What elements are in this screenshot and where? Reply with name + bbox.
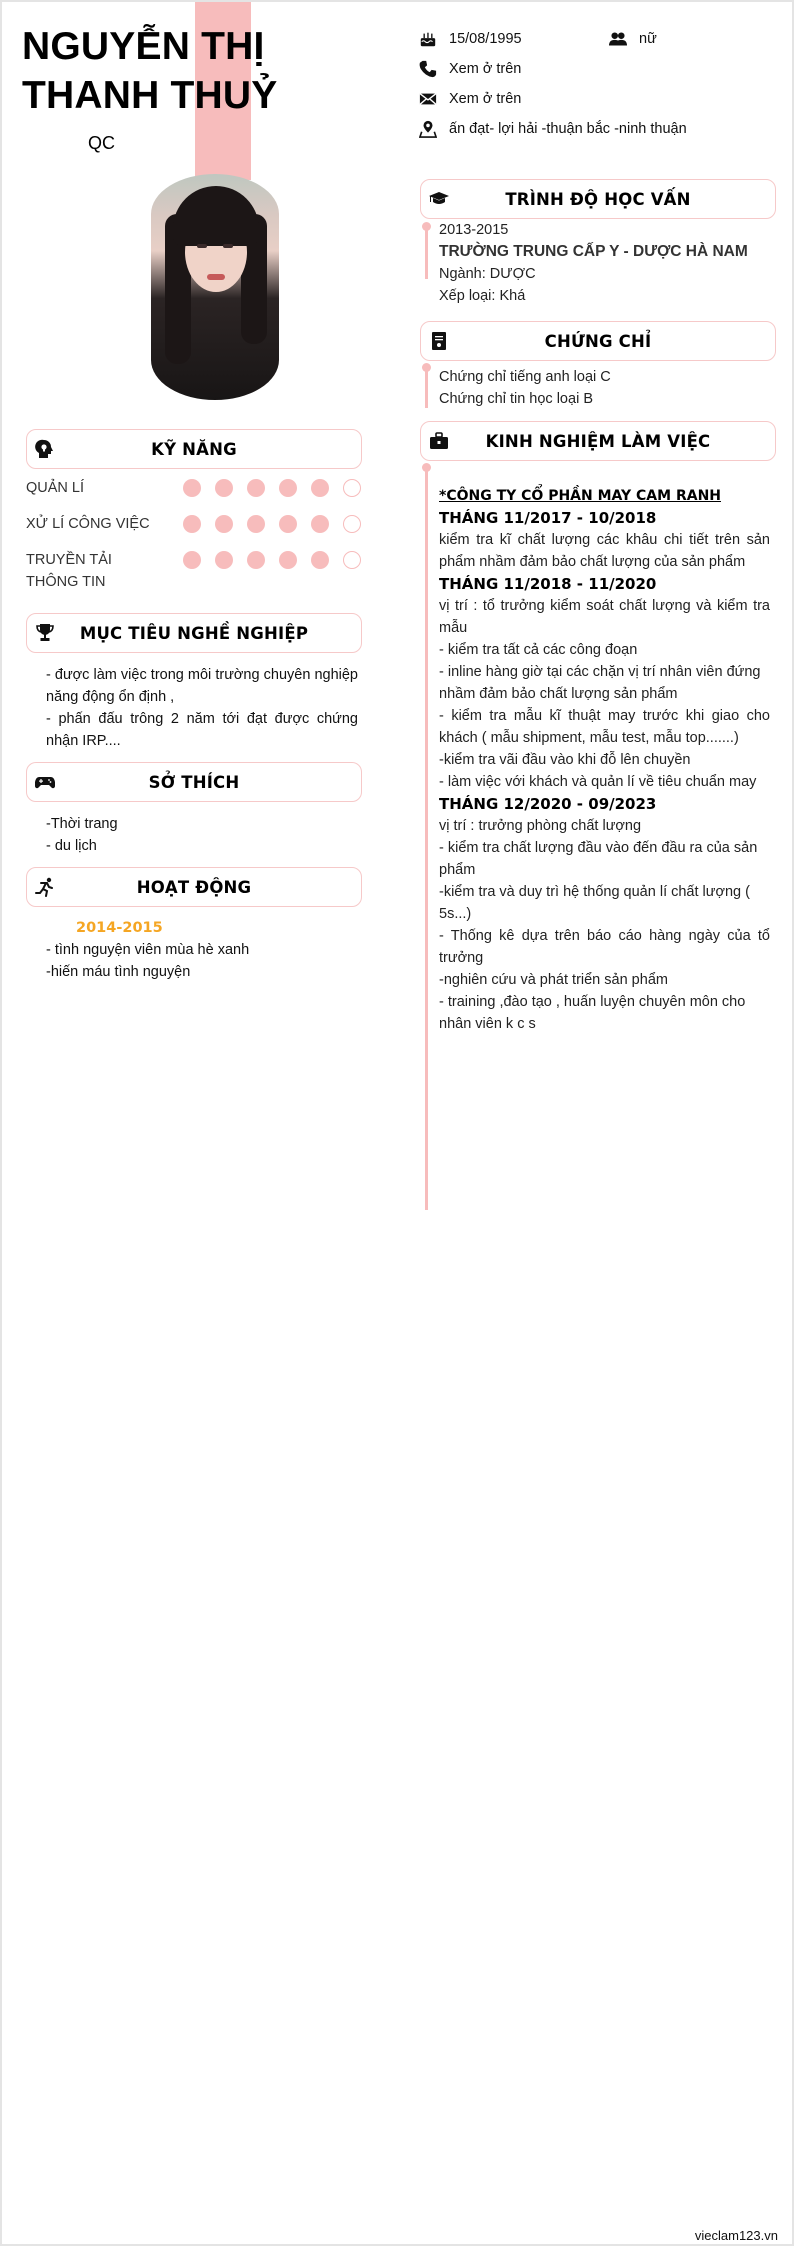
section-header-activities bbox=[26, 867, 362, 907]
phone-row bbox=[417, 58, 521, 80]
section-header-education bbox=[420, 179, 776, 219]
section-header-hobbies bbox=[26, 762, 362, 802]
certificates-list bbox=[439, 366, 770, 410]
experience-entries bbox=[439, 485, 770, 1035]
section-title: MỤC TIÊU NGHỀ NGHIỆP bbox=[79, 623, 309, 643]
education-period: 2013-2015 bbox=[439, 222, 509, 238]
candidate-name bbox=[22, 22, 277, 120]
job-detail: - training ,đào tạo , huấn luyện chuyên môn cho nhân viên k c s bbox=[439, 994, 746, 1032]
address-value: ấn đạt- lợi hải -thuận bắc -ninh thuận bbox=[449, 121, 687, 137]
certificate-item: Chứng chỉ tiếng anh loại C bbox=[439, 369, 611, 385]
phone-value: Xem ở trên bbox=[449, 61, 522, 77]
skill-rating bbox=[183, 479, 375, 497]
section-header-skills bbox=[26, 429, 362, 469]
running-icon bbox=[35, 877, 55, 897]
email-row bbox=[417, 88, 521, 110]
school-name: TRƯỜNG TRUNG CẤP Y - DƯỢC HÀ NAM bbox=[439, 243, 748, 260]
job-title: QC bbox=[88, 133, 115, 153]
section-title: HOẠT ĐỘNG bbox=[136, 877, 252, 897]
skill-name: TRUYỀN TẢI THÔNG TIN bbox=[26, 552, 112, 590]
birthday-row bbox=[417, 28, 522, 50]
timeline-dot bbox=[422, 222, 431, 231]
hobby-item: -Thời trang bbox=[46, 816, 118, 832]
company-name: *CÔNG TY CỔ PHẦN MAY CAM RANH bbox=[439, 488, 721, 504]
phone-icon bbox=[417, 59, 439, 79]
graduation-cap-icon bbox=[429, 189, 449, 209]
job-detail: - kiểm tra chất lượng đầu vào đến đầu ra của sản phẩm bbox=[439, 840, 758, 878]
profile-photo bbox=[151, 174, 279, 400]
section-title: TRÌNH ĐỘ HỌC VẤN bbox=[505, 189, 691, 209]
timeline-dot bbox=[422, 463, 431, 472]
hobbies-list bbox=[46, 813, 358, 857]
job-detail: -kiểm tra vãi đầu vào khi đỗ lên chuyền bbox=[439, 752, 691, 768]
section-title: SỞ THÍCH bbox=[148, 772, 240, 792]
objective-text: - được làm việc trong môi trường chuyên nghiệp năng động ổn định , - phấn đấu trông 2 năm tới đạt được chứng nhận IRP.... bbox=[46, 667, 358, 749]
skill-rating bbox=[183, 515, 375, 533]
email-icon bbox=[417, 89, 439, 109]
activities-list bbox=[46, 939, 358, 983]
education-entry bbox=[439, 219, 770, 307]
job-period: THÁNG 11/2018 - 11/2020 bbox=[439, 575, 657, 593]
skill-rating bbox=[183, 551, 375, 569]
timeline-line bbox=[425, 468, 428, 1210]
job-detail: -nghiên cứu và phát triển sản phẩm bbox=[439, 972, 668, 988]
timeline-line bbox=[425, 227, 428, 279]
section-title: CHỨNG CHỈ bbox=[544, 331, 652, 351]
section-header-objective bbox=[26, 613, 362, 653]
timeline-dot bbox=[422, 363, 431, 372]
section-title: KINH NGHIỆM LÀM VIỆC bbox=[485, 431, 711, 451]
birthday-value: 15/08/1995 bbox=[449, 31, 522, 47]
activity-item: -hiến máu tình nguyện bbox=[46, 964, 191, 980]
timeline-line bbox=[425, 368, 428, 408]
activity-item: - tình nguyện viên mùa hè xanh bbox=[46, 942, 250, 958]
job-detail: - inline hàng giờ tại các chặn vị trí nhân viên đứng nhầm đảm bảo chất lượng sản phẩm bbox=[439, 664, 761, 702]
briefcase-icon bbox=[429, 431, 449, 451]
certificate-icon bbox=[429, 331, 449, 351]
job-detail: - làm việc với khách và quản lí về tiêu chuẩn may bbox=[439, 774, 757, 790]
name-line-1: NGUYỄN THỊ bbox=[22, 25, 265, 68]
education-grade: Xếp loại: Khá bbox=[439, 288, 526, 304]
activities-period: 2014-2015 bbox=[76, 920, 163, 936]
footer-brand: vieclam123.vn bbox=[694, 2228, 778, 2243]
job-detail: vị trí : trưởng phòng chất lượng bbox=[439, 818, 642, 834]
job-detail: - Thống kê dựa trên báo cáo hàng ngày của tổ trưởng bbox=[439, 928, 770, 966]
gamepad-icon bbox=[35, 772, 55, 792]
section-title: KỸ NĂNG bbox=[151, 439, 237, 459]
birthday-cake-icon bbox=[417, 29, 439, 49]
education-major: Ngành: DƯỢC bbox=[439, 266, 536, 282]
certificate-item: Chứng chỉ tin học loại B bbox=[439, 391, 593, 407]
job-detail: - kiểm tra mẫu kĩ thuật may trước khi giao cho khách ( mẫu shipment, mẫu test, mẫu top.......) bbox=[439, 708, 770, 746]
trophy-icon bbox=[35, 623, 55, 643]
name-line-2: THANH THUỶ bbox=[22, 74, 278, 117]
job-detail: - kiểm tra tất cả các công đoạn bbox=[439, 642, 638, 658]
skill-name: XỬ LÍ CÔNG VIỆC bbox=[26, 516, 150, 532]
job-detail: kiểm tra kĩ chất lượng các khâu chi tiết trên sản phẩm nhầm đảm bảo chất lượng của sản phẩm bbox=[439, 532, 770, 570]
section-header-certificates bbox=[420, 321, 776, 361]
gender-value: nữ bbox=[639, 31, 657, 47]
skill-name: QUẢN LÍ bbox=[26, 480, 85, 496]
gender-row bbox=[607, 28, 657, 50]
head-lightbulb-icon bbox=[35, 439, 55, 459]
address-row bbox=[417, 118, 687, 140]
location-icon bbox=[417, 119, 439, 139]
job-detail: vị trí : tổ trưởng kiểm soát chất lượng và kiểm tra mẫu bbox=[439, 598, 770, 636]
section-header-experience bbox=[420, 421, 776, 461]
job-period: THÁNG 12/2020 - 09/2023 bbox=[439, 795, 657, 813]
hobby-item: - du lịch bbox=[46, 838, 97, 854]
job-period: THÁNG 11/2017 - 10/2018 bbox=[439, 509, 657, 527]
job-detail: -kiểm tra và duy trì hệ thống quản lí chất lượng ( 5s...) bbox=[439, 884, 750, 922]
gender-icon bbox=[607, 29, 629, 49]
email-value: Xem ở trên bbox=[449, 91, 522, 107]
